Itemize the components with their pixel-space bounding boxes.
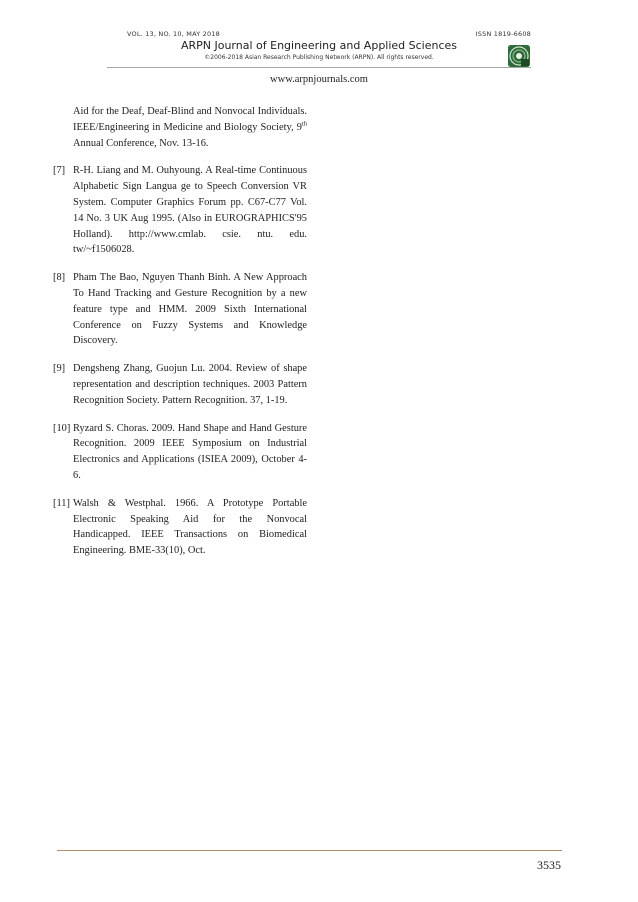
footer-divider	[57, 850, 562, 851]
copyright-notice: ©2006-2018 Asian Research Publishing Network (ARPN). All rights reserved.	[204, 54, 434, 61]
reference-10	[53, 421, 307, 484]
arpn-logo-icon	[508, 45, 530, 67]
reference-number: [7]	[53, 165, 66, 177]
reference-text: R-H. Liang and M. Ouhyoung. A Real-time Continuous Alphabetic Sign Langua ge to Speech Conversion VR System. Computer Graphics Forum pp. C67-C77 Vol. 14 No. 3 UK Aug 1995. (Also in EUROGRAPHICS'95 Holland). http://www.cmlab. csie. ntu. edu. tw/~f1506028.	[73, 165, 307, 256]
reference-text: Pham The Bao, Nguyen Thanh Binh. A New Approach To Hand Tracking and Gesture Recognition by a new feature type and HMM. 2009 Sixth International Conference on Fuzzy Systems and Knowledge Discovery.	[73, 272, 307, 347]
journal-website: www.arpnjournals.com	[270, 74, 368, 85]
reference-continuation	[53, 104, 307, 151]
reference-text-tail: Annual Conference, Nov. 13-16.	[73, 137, 209, 149]
reference-text: Walsh & Westphal. 1966. A Prototype Portable Electronic Speaking Aid for the Nonvocal Handicapped. IEEE Transactions on Biomedical Engineering. BME-33(10), Oct.	[73, 497, 307, 557]
journal-title: ARPN Journal of Engineering and Applied Sciences	[180, 39, 458, 52]
reference-number: [8]	[53, 272, 66, 284]
reference-text: Aid for the Deaf, Deaf-Blind and Nonvocal Individuals. IEEE/Engineering in Medicine and Biology Society, 9	[73, 106, 307, 133]
header-divider	[107, 67, 531, 68]
reference-number: [11]	[53, 497, 70, 509]
reference-11	[53, 496, 307, 559]
ordinal-suffix: th	[301, 120, 307, 128]
reference-8	[53, 270, 307, 349]
reference-9	[53, 361, 307, 408]
volume-info: VOL. 13, NO. 10, MAY 2018	[127, 30, 220, 38]
reference-7	[53, 163, 307, 258]
reference-number: [9]	[53, 363, 66, 375]
issn: ISSN 1819-6608	[475, 30, 531, 38]
reference-text: Dengsheng Zhang, Guojun Lu. 2004. Review of shape representation and description techniques. 2003 Pattern Recognition Society. Pattern Recognition. 37, 1-19.	[73, 363, 307, 406]
reference-number: [10]	[53, 422, 71, 434]
reference-text: Ryzard S. Choras. 2009. Hand Shape and Hand Gesture Recognition. 2009 IEEE Symposium on Industrial Electronics and Applications (ISIEA 2009), October 4-6.	[73, 422, 307, 481]
page-number: 3535	[537, 858, 561, 872]
references-column	[53, 104, 307, 571]
